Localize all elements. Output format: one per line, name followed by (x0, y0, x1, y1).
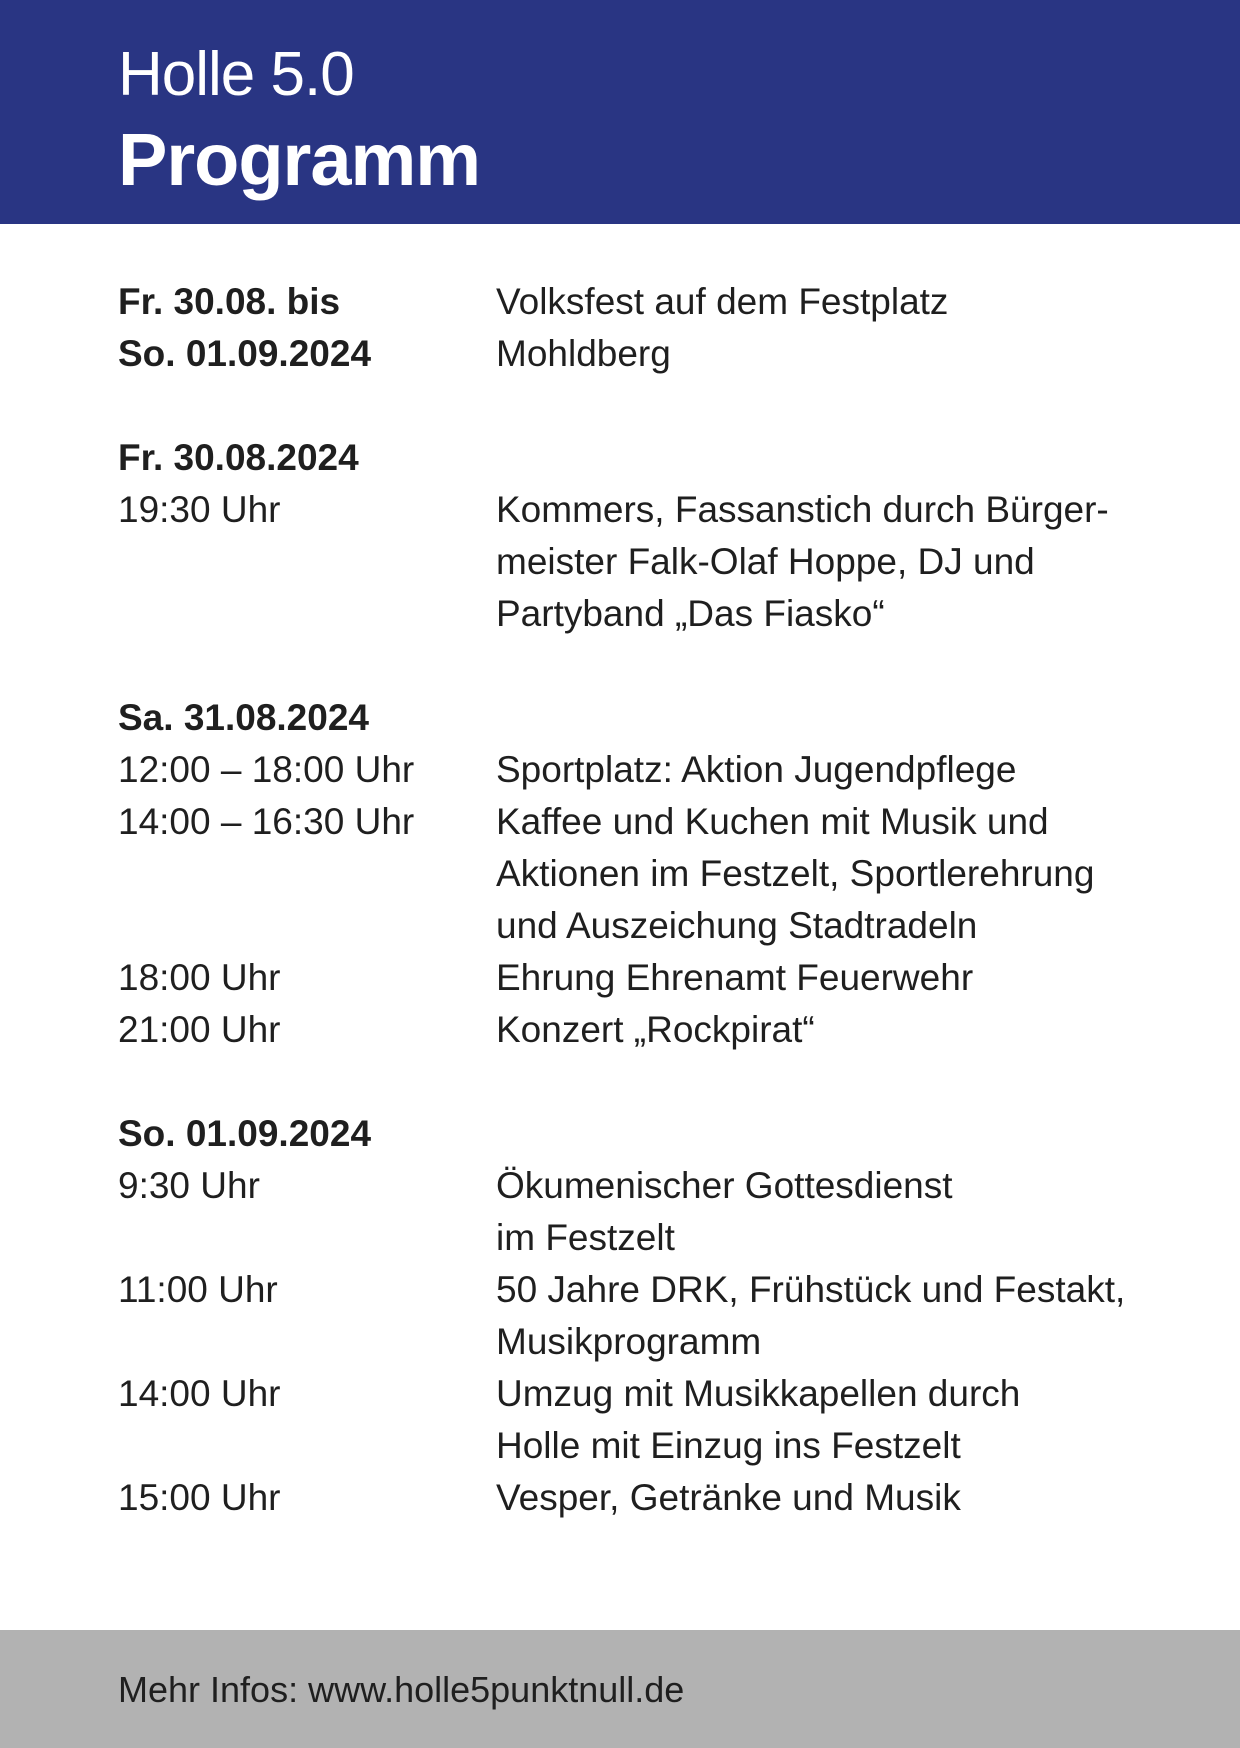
event-row (118, 952, 1128, 1004)
event-time: 11:00 Uhr (118, 1269, 278, 1310)
event-time: 12:00 – 18:00 Uhr (118, 749, 415, 790)
event-description: Vesper, Getränke und Musik (496, 1477, 961, 1518)
more-info-link[interactable]: Mehr Infos: www.holle5punktnull.de (118, 1669, 685, 1710)
day-block-sunday (118, 1108, 1128, 1524)
intro-row (118, 276, 1128, 380)
event-time: 19:30 Uhr (118, 489, 281, 530)
event-time: 9:30 Uhr (118, 1165, 260, 1206)
intro-block (118, 276, 1128, 380)
event-description: Sportplatz: Aktion Jugendpflege (496, 749, 1017, 790)
page-title: Programm (118, 118, 481, 201)
day-heading: So. 01.09.2024 (118, 1113, 372, 1154)
event-row (118, 744, 1128, 796)
event-description: Ökumenischer Gottesdienst im Festzelt (496, 1165, 953, 1258)
date-range: Fr. 30.08. bis So. 01.09.2024 (118, 281, 372, 374)
program-schedule (118, 276, 1128, 1524)
event-row (118, 796, 1128, 952)
footer-bar (0, 1630, 1240, 1748)
header-banner (0, 0, 1240, 224)
event-row (118, 1472, 1128, 1524)
event-time: 21:00 Uhr (118, 1009, 281, 1050)
event-row (118, 1264, 1128, 1368)
event-description: Konzert „Rockpirat“ (496, 1009, 815, 1050)
event-row (118, 1160, 1128, 1264)
event-time: 15:00 Uhr (118, 1477, 281, 1518)
event-time: 14:00 Uhr (118, 1373, 281, 1414)
event-name: Holle 5.0 (118, 40, 354, 109)
event-time: 14:00 – 16:30 Uhr (118, 801, 415, 842)
day-block-friday (118, 432, 1128, 640)
event-description: Umzug mit Musikkapellen durch Holle mit Einzug ins Festzelt (496, 1373, 1021, 1466)
event-description: Kommers, Fassanstich durch Bürger- meister Falk-Olaf Hoppe, DJ und Partyband „Das Fiasko“ (496, 489, 1109, 634)
intro-description: Volksfest auf dem Festplatz Mohldberg (496, 281, 949, 374)
event-description: Kaffee und Kuchen mit Musik und Aktionen im Festzelt, Sportlerehrung und Auszeichung Stadtradeln (496, 801, 1095, 946)
event-description: 50 Jahre DRK, Frühstück und Festakt, Musikprogramm (496, 1269, 1126, 1362)
event-row (118, 1368, 1128, 1472)
event-time: 18:00 Uhr (118, 957, 281, 998)
event-description: Ehrung Ehrenamt Feuerwehr (496, 957, 974, 998)
event-row (118, 1004, 1128, 1056)
day-heading: Fr. 30.08.2024 (118, 437, 359, 478)
day-block-saturday (118, 692, 1128, 1056)
event-row (118, 484, 1128, 640)
day-heading: Sa. 31.08.2024 (118, 697, 369, 738)
